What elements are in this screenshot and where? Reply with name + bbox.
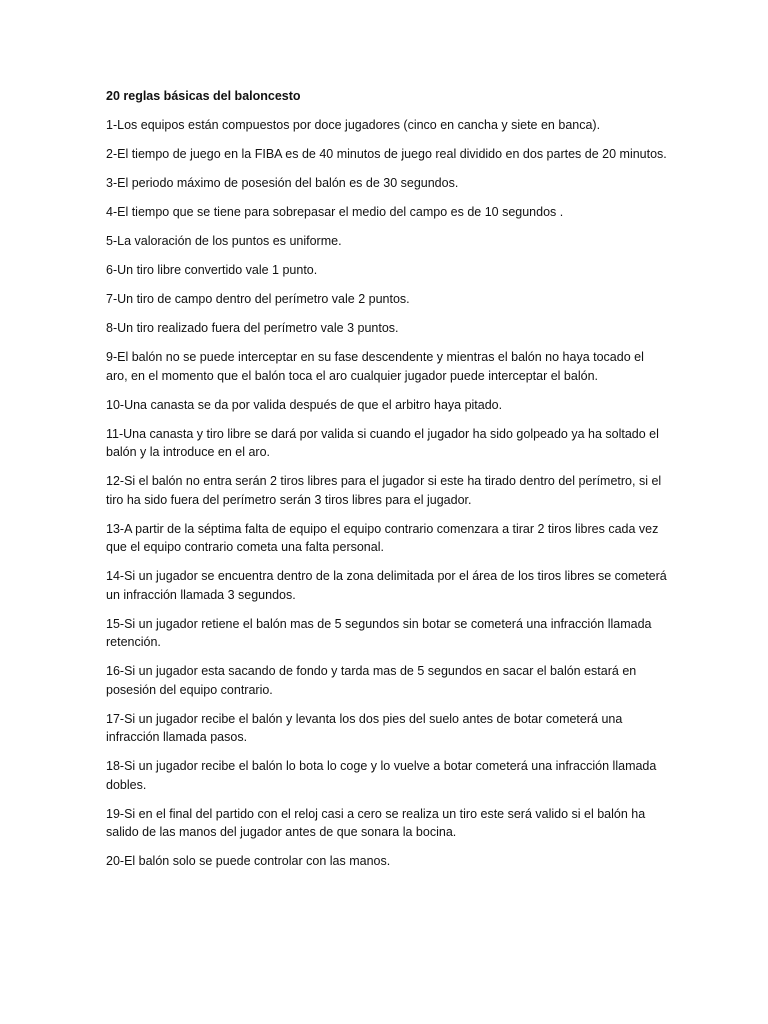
rule-item: 16-Si un jugador esta sacando de fondo y tarda mas de 5 segundos en sacar el balón estará en posesión del equipo contrario. <box>106 664 637 697</box>
rule-item: 7-Un tiro de campo dentro del perímetro vale 2 puntos. <box>106 292 410 306</box>
rule-item: 2-El tiempo de juego en la FIBA es de 40 minutos de juego real dividido en dos partes de 20 minutos. <box>106 147 667 161</box>
rule-item: 3-El periodo máximo de posesión del balón es de 30 segundos. <box>106 176 459 190</box>
rule-item: 10-Una canasta se da por valida después de que el arbitro haya pitado. <box>106 397 503 412</box>
rule-item: 1-Los equipos están compuestos por doce jugadores (cinco en cancha y siete en banca). <box>106 118 601 132</box>
rule-item: 5-La valoración de los puntos es uniforme. <box>106 234 342 248</box>
rule-item: 6-Un tiro libre convertido vale 1 punto. <box>106 263 318 277</box>
rule-item: 14-Si un jugador se encuentra dentro de la zona delimitada por el área de los tiros libres se cometerá un infracción llamada 3 segundos. <box>106 569 667 602</box>
rule-item: 11-Una canasta y tiro libre se dará por valida si cuando el jugador ha sido golpeado ya ha soltado el balón y la introduce en el aro. <box>106 426 659 459</box>
rule-item: 4-El tiempo que se tiene para sobrepasar el medio del campo es de 10 segundos . <box>106 205 564 219</box>
rule-item: 20-El balón solo se puede controlar con las manos. <box>106 854 391 868</box>
rule-item: 15-Si un jugador retiene el balón mas de 5 segundos sin botar se cometerá una infracción llamada retención. <box>106 616 652 649</box>
rule-item: 19-Si en el final del partido con el reloj casi a cero se realiza un tiro este será valido si el balón ha salido de las manos del jugador antes de que sonara la bocina. <box>106 806 646 839</box>
rules-list <box>106 116 668 871</box>
rule-item: 12-Si el balón no entra serán 2 tiros libres para el jugador si este ha tirado dentro del perímetro, si el tiro ha sido fuera del perímetro serán 3 tiros libres para el jugador. <box>106 474 662 507</box>
document-title: 20 reglas básicas del baloncesto <box>106 89 301 103</box>
rule-item: 13-A partir de la séptima falta de equipo el equipo contrario comenzara a tirar 2 tiros libres cada vez que el equipo contrario cometa una falta personal. <box>106 521 659 554</box>
rule-item: 8-Un tiro realizado fuera del perímetro vale 3 puntos. <box>106 321 399 335</box>
rule-item: 18-Si un jugador recibe el balón lo bota lo coge y lo vuelve a botar cometerá una infracción llamada dobles. <box>106 759 657 792</box>
rule-item: 9-El balón no se puede interceptar en su fase descendente y mientras el balón no haya tocado el aro, en el momento que el balón toca el aro cualquier jugador puede interceptar el balón. <box>106 350 644 383</box>
rule-item: 17-Si un jugador recibe el balón y levanta los dos pies del suelo antes de botar cometerá una infracción llamada pasos. <box>106 711 623 744</box>
